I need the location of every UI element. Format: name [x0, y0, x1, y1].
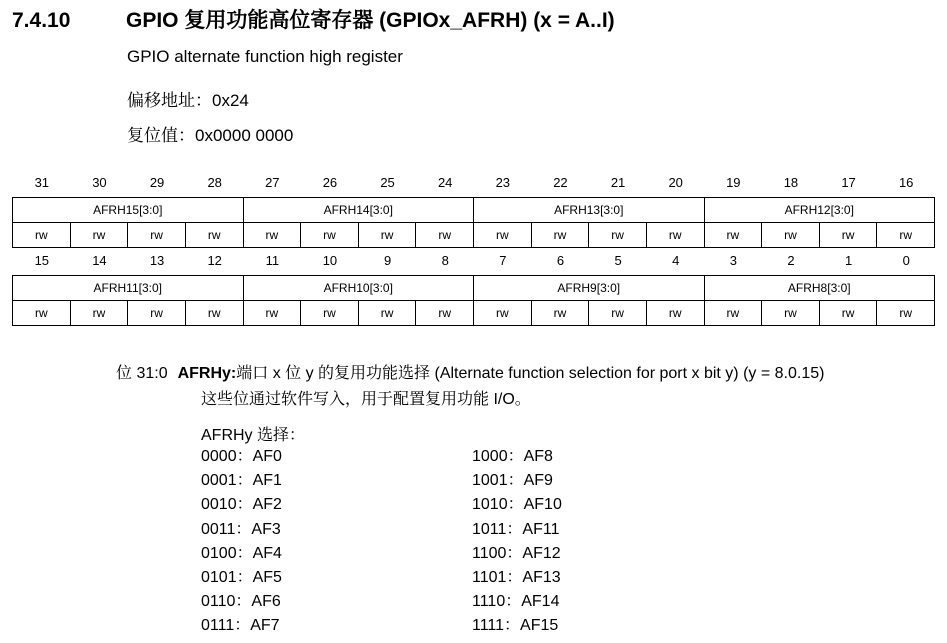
- bit-number: 13: [149, 253, 165, 268]
- bit-numbers-low: [13, 253, 935, 268]
- bit-number: 30: [92, 175, 107, 190]
- access-cell: rw: [762, 223, 820, 248]
- af-option: 0110：AF6: [201, 593, 281, 611]
- access-cell: rw: [358, 223, 416, 248]
- af-option: 0010：AF2: [201, 496, 282, 514]
- field-cell: AFRH11[3:0]: [13, 276, 244, 301]
- bit-numbers-high: [13, 175, 935, 190]
- access-cell: rw: [13, 223, 71, 248]
- bit-number: 16: [898, 175, 914, 190]
- field-cell: AFRH9[3:0]: [474, 276, 705, 301]
- access-cell: rw: [877, 301, 935, 326]
- bit-description: [116, 360, 824, 383]
- bit-number: 18: [783, 175, 799, 190]
- bit-number: 7: [499, 253, 507, 268]
- access-cell: rw: [819, 223, 877, 248]
- register-table-low: [12, 275, 935, 326]
- access-cell: rw: [243, 301, 301, 326]
- access-cell: rw: [531, 301, 589, 326]
- selection-label: AFRHy 选择：: [201, 427, 306, 444]
- bit-number: 0: [902, 253, 910, 268]
- bit-number: 17: [841, 175, 856, 190]
- bit-number: 6: [556, 253, 565, 268]
- af-option: 1000：AF8: [472, 448, 553, 465]
- af-option: 1101：AF13: [472, 569, 561, 587]
- access-cell: rw: [474, 301, 532, 326]
- access-cell: rw: [301, 223, 359, 248]
- af-option: 0100：AF4: [201, 544, 282, 562]
- bit-number: 26: [322, 175, 338, 190]
- access-row: [13, 301, 935, 326]
- af-option: 1001：AF9: [472, 472, 553, 490]
- access-cell: rw: [70, 223, 128, 248]
- access-cell: rw: [416, 301, 474, 326]
- access-cell: rw: [474, 223, 532, 248]
- bit-range: 位 31:0: [116, 365, 168, 382]
- af-option: 1100：AF12: [472, 544, 561, 562]
- field-name: AFRHy:: [177, 365, 237, 382]
- field-cell: AFRH14[3:0]: [243, 198, 474, 223]
- bit-number: 8: [441, 253, 449, 268]
- access-cell: rw: [762, 301, 820, 326]
- bit-number: 11: [265, 253, 280, 268]
- field-cell: AFRH12[3:0]: [704, 198, 935, 223]
- af-option: 0000：AF0: [201, 448, 282, 465]
- access-cell: rw: [589, 301, 647, 326]
- access-cell: rw: [128, 301, 186, 326]
- access-cell: rw: [185, 301, 243, 326]
- register-english-name: GPIO alternate function high register: [127, 47, 403, 66]
- bit-number: 5: [614, 253, 622, 268]
- af-option: 1111：AF15: [472, 617, 559, 635]
- bit-number: 28: [207, 175, 222, 190]
- access-cell: rw: [13, 301, 71, 326]
- bit-number: 1: [844, 253, 853, 268]
- section-number: 7.4.10: [12, 9, 71, 32]
- bit-number: 4: [672, 253, 680, 268]
- access-cell: rw: [301, 301, 359, 326]
- bit-number: 25: [380, 175, 395, 190]
- section-title: GPIO 复用功能高位寄存器 (GPIOx_AFRH) (x = A..I): [126, 9, 615, 32]
- bit-number: 21: [610, 175, 626, 190]
- bit-number: 9: [383, 253, 392, 268]
- section-heading: [12, 4, 615, 34]
- bit-number: 31: [34, 175, 50, 190]
- access-cell: rw: [128, 223, 186, 248]
- bit-number: 19: [726, 175, 741, 190]
- bit-number: 14: [92, 253, 107, 268]
- af-option: 0111：AF7: [201, 617, 280, 635]
- access-cell: rw: [704, 223, 762, 248]
- bit-number: 24: [437, 175, 453, 190]
- access-cell: rw: [589, 223, 647, 248]
- af-option: 0101：AF5: [201, 569, 282, 587]
- access-cell: rw: [531, 223, 589, 248]
- register-table-high: [12, 197, 935, 248]
- af-option: 0001：AF1: [201, 472, 282, 490]
- access-cell: rw: [70, 301, 128, 326]
- bit-number: 10: [322, 253, 338, 268]
- af-option: 1010：AF10: [472, 496, 562, 514]
- description-line2: 这些位通过软件写入，用于配置复用功能 I/O。: [201, 391, 531, 408]
- bit-number: 12: [207, 253, 222, 268]
- access-cell: rw: [646, 301, 704, 326]
- af-options-right: [472, 445, 562, 639]
- reset-value: 复位值：0x0000 0000: [127, 126, 294, 145]
- field-row: [13, 198, 935, 223]
- access-cell: rw: [819, 301, 877, 326]
- bit-number: 22: [553, 175, 568, 190]
- bit-number: 29: [149, 175, 165, 190]
- offset-address: 偏移地址：0x24: [127, 91, 249, 110]
- field-cell: AFRH8[3:0]: [704, 276, 935, 301]
- access-cell: rw: [358, 301, 416, 326]
- af-option: 1110：AF14: [472, 593, 560, 611]
- bit-number: 2: [787, 253, 795, 268]
- access-cell: rw: [185, 223, 243, 248]
- description-text: 端口 x 位 y 的复用功能选择 (Alternate function selection for port x bit y) (y = 8.0.15): [236, 365, 825, 382]
- bit-number: 3: [729, 253, 737, 268]
- bit-number: 20: [668, 175, 683, 190]
- access-cell: rw: [243, 223, 301, 248]
- access-cell: rw: [416, 223, 474, 248]
- access-row: [13, 223, 935, 248]
- af-options-left: [201, 445, 282, 639]
- bit-number: 23: [495, 175, 511, 190]
- field-cell: AFRH10[3:0]: [243, 276, 474, 301]
- af-option: 0011：AF3: [201, 520, 281, 538]
- bit-number: 27: [265, 175, 280, 190]
- access-cell: rw: [646, 223, 704, 248]
- field-cell: AFRH13[3:0]: [474, 198, 705, 223]
- bit-number: 15: [34, 253, 50, 268]
- af-option: 1011：AF11: [472, 520, 560, 538]
- access-cell: rw: [877, 223, 935, 248]
- access-cell: rw: [704, 301, 762, 326]
- field-row: [13, 276, 935, 301]
- field-cell: AFRH15[3:0]: [13, 198, 244, 223]
